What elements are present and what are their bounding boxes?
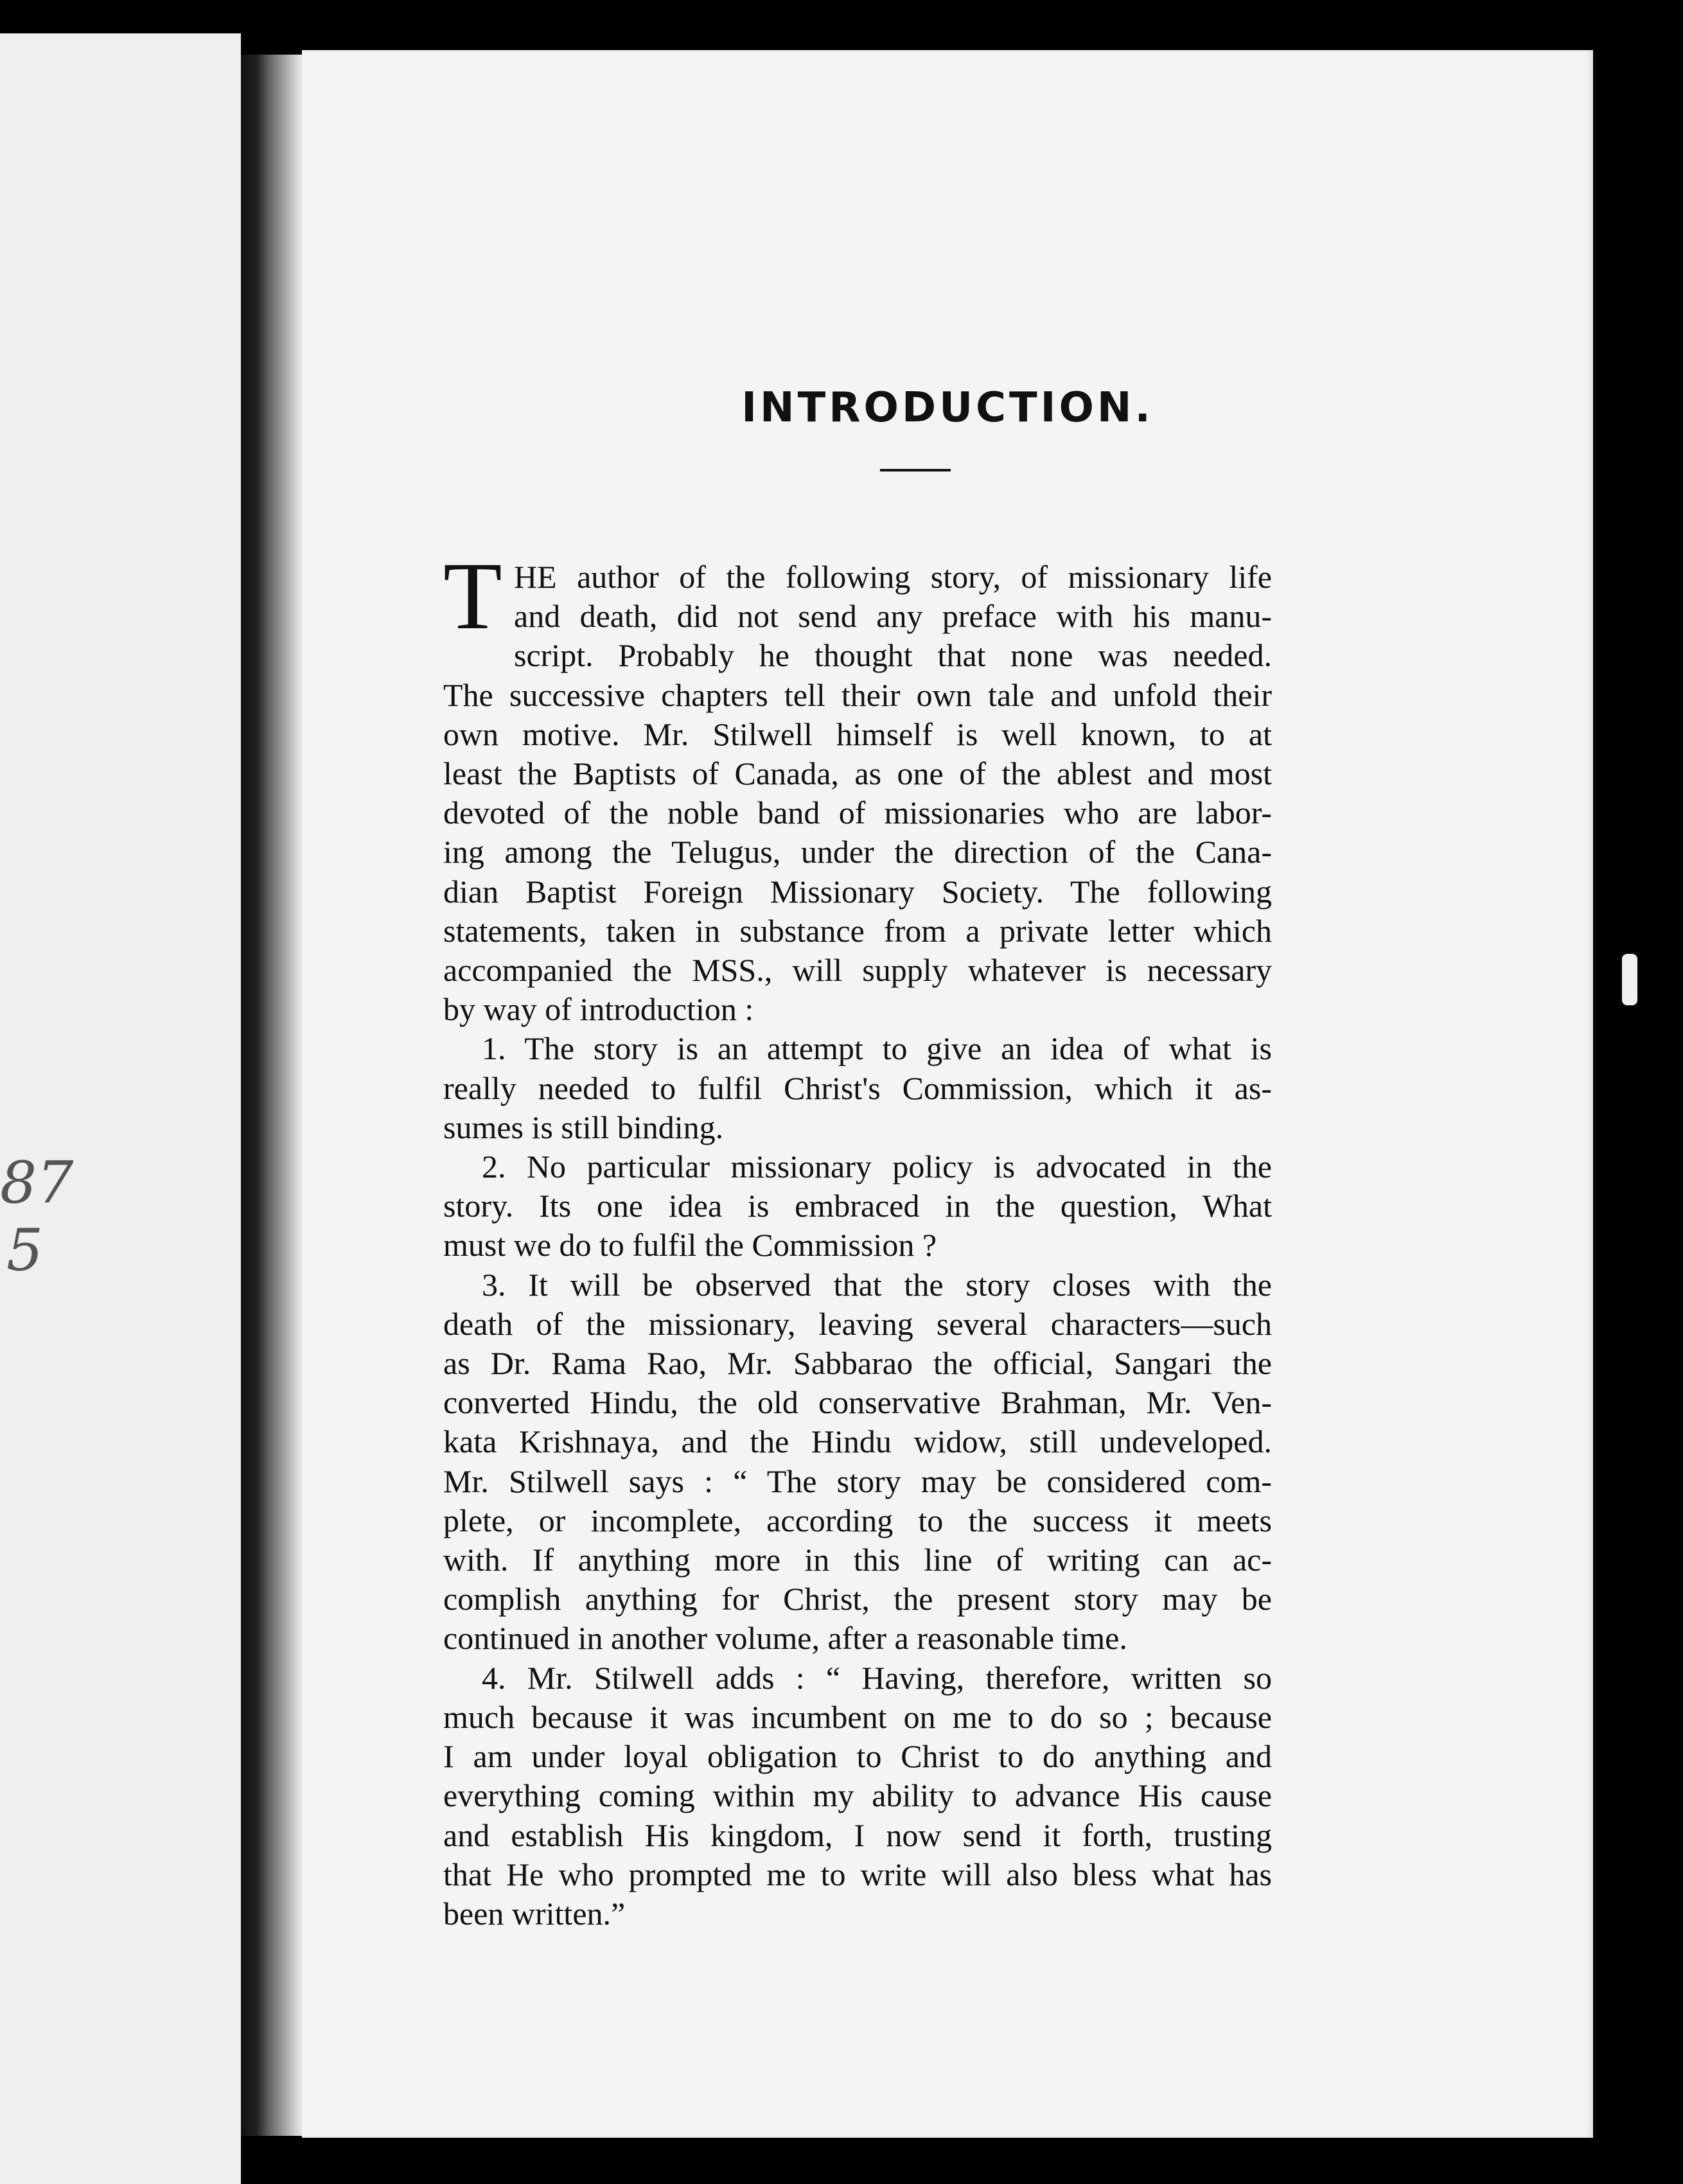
text-line: complish anything for Christ, the present story may be — [443, 1581, 1272, 1617]
text-line: that He who prompted me to write will also bless what has — [443, 1856, 1272, 1892]
text-line: continued in another volume, after a reasonable time. — [443, 1620, 1127, 1657]
text-line: converted Hindu, the old conservative Brahman, Mr. Ven- — [443, 1384, 1272, 1421]
paragraph-point-2 — [443, 1147, 1683, 1265]
text-line: 1. The story is an attempt to give an idea of what is — [482, 1030, 1272, 1067]
page-edge-mark — [1622, 954, 1637, 1005]
text-line: script. Probably he thought that none was needed. — [514, 637, 1272, 674]
text-line: with. If anything more in this line of writing can ac- — [443, 1542, 1272, 1578]
text-line: The successive chapters tell their own tale and unfold their — [443, 676, 1272, 713]
text-line: 4. Mr. Stilwell adds : “ Having, therefore, written so — [482, 1659, 1272, 1696]
margin-note: 87 — [0, 1149, 74, 1217]
text-line: and death, did not send any preface with his manu- — [514, 598, 1272, 635]
text-line: least the Baptists of Canada, as one of the ablest and most — [443, 755, 1272, 792]
title-rule — [880, 469, 951, 471]
text-line: HE author of the following story, of missionary life — [514, 559, 1272, 595]
text-line: dian Baptist Foreign Missionary Society. The following — [443, 873, 1272, 910]
text-line: been written.” — [443, 1895, 626, 1932]
text-line: own motive. Mr. Stilwell himself is well known, to at — [443, 716, 1272, 752]
text-line: statements, taken in substance from a private letter which — [443, 912, 1272, 949]
text-line: really needed to fulfil Christ's Commission, which it as- — [443, 1070, 1272, 1106]
text-line: 3. It will be observed that the story closes with the — [482, 1266, 1272, 1303]
text-line: kata Krishnaya, and the Hindu widow, still undeveloped. — [443, 1423, 1272, 1460]
text-line: I am under loyal obligation to Christ to do anything and — [443, 1738, 1272, 1775]
book-spine-shadow — [241, 55, 305, 2136]
drop-cap: T — [443, 543, 502, 649]
text-line: 2. No particular missionary policy is advocated in the — [482, 1149, 1272, 1185]
paragraph-point-1 — [443, 1029, 1683, 1147]
text-line: and establish His kingdom, I now send it forth, trusting — [443, 1817, 1272, 1853]
paragraph-intro — [443, 543, 1683, 1029]
page-title: INTRODUCTION. — [741, 384, 1154, 432]
text-line: death of the missionary, leaving several characters—such — [443, 1305, 1272, 1342]
text-line: everything coming within my ability to advance His cause — [443, 1777, 1272, 1814]
text-line: must we do to fulfil the Commission ? — [443, 1227, 937, 1264]
text-line: ing among the Telugus, under the direction of the Cana- — [443, 834, 1272, 870]
text-line: sumes is still binding. — [443, 1109, 724, 1145]
paragraph-point-3 — [443, 1265, 1683, 1659]
page-body — [443, 543, 1683, 1933]
text-line: story. Its one idea is embraced in the question, What — [443, 1188, 1272, 1224]
text-line: much because it was incumbent on me to do so ; because — [443, 1698, 1272, 1735]
text-line: Mr. Stilwell says : “ The story may be considered com- — [443, 1463, 1272, 1499]
book-page — [302, 50, 1593, 2138]
facing-page — [0, 33, 241, 2184]
text-line: devoted of the noble band of missionaries who are labor- — [443, 795, 1272, 831]
paragraph-point-4 — [443, 1659, 1683, 1933]
text-line: as Dr. Rama Rao, Mr. Sabbarao the official, Sangari the — [443, 1345, 1272, 1382]
margin-note: 5 — [6, 1217, 44, 1284]
text-line: by way of introduction : — [443, 991, 754, 1028]
text-line: plete, or incomplete, according to the success it meets — [443, 1502, 1272, 1538]
text-line: accompanied the MSS., will supply whatever is necessary — [443, 952, 1272, 989]
